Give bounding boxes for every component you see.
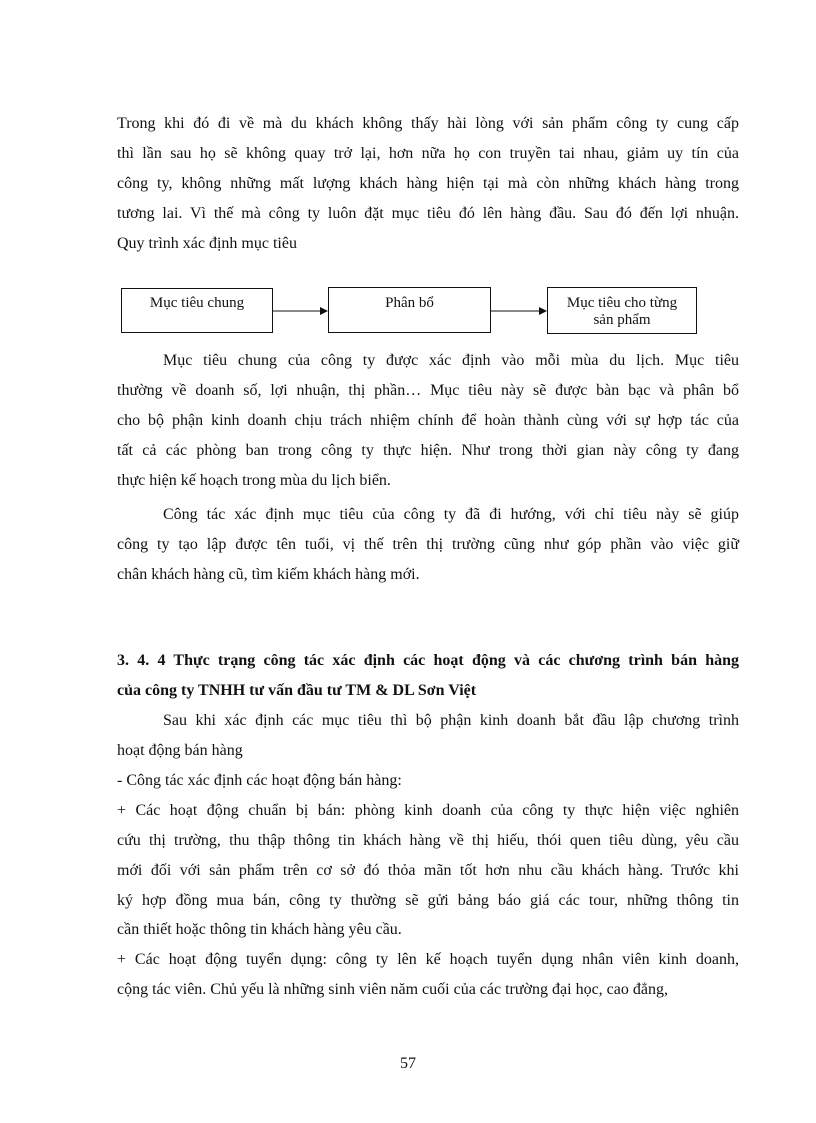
- text-line: hoạt động bán hàng: [117, 742, 243, 759]
- text-line: cần thiết hoặc thông tin khách hàng yêu cầu.: [117, 921, 402, 938]
- text-line: + Các hoạt động chuẩn bị bán: phòng kinh doanh của công ty thực hiện việc nghiên: [117, 802, 739, 819]
- text-line: tất cả các phòng ban trong công ty thực hiện. Như trong thời gian này công ty đang: [117, 442, 739, 459]
- diagram-box-allocation: [328, 287, 491, 333]
- text-line: ký hợp đồng mua bán, công ty thường sẽ gửi bảng báo giá các tour, những thông tin: [117, 892, 739, 909]
- text-line: công ty tạo lập được tên tuổi, vị thế trên thị trường cũng như góp phần vào việc giữ: [117, 536, 739, 553]
- text-line: thường về doanh số, lợi nhuận, thị phần… Mục tiêu này sẽ được bàn bạc và phân bổ: [117, 382, 739, 399]
- text-line: cứu thị trường, thu thập thông tin khách hàng về thị hiếu, thói quen tiêu dùng, yêu cầu: [117, 832, 739, 849]
- arrowhead-2: [539, 307, 547, 315]
- text-line: tương lai. Vì thế mà công ty luôn đặt mục tiêu đó lên hàng đầu. Sau đó đến lợi nhuận.: [117, 205, 739, 222]
- text-line: thực hiện kế hoạch trong mùa du lịch biển.: [117, 472, 391, 489]
- process-label: Quy trình xác định mục tiêu: [117, 235, 297, 252]
- diagram-box-label: Mục tiêu chung: [149, 295, 245, 311]
- text-line: cho bộ phận kinh doanh chịu trách nhiệm chính để hoàn thành cùng với sự hợp tác của: [117, 412, 739, 429]
- heading-line: 3. 4. 4 Thực trạng công tác xác định các hoạt động và các chương trình bán hàng: [117, 652, 739, 669]
- text-line: công ty, không những mất lượng khách hàng hiện tại mà còn những khách hàng trong: [117, 175, 739, 192]
- diagram-box-label: Phân bổ: [385, 295, 434, 311]
- arrowhead-1: [320, 307, 328, 315]
- text-line: thì lần sau họ sẽ không quay trở lại, hơn nữa họ con truyền tai nhau, giảm uy tín của: [117, 145, 739, 162]
- heading-line: của công ty TNHH tư vấn đầu tư TM & DL Sơn Việt: [117, 682, 477, 699]
- diagram-box-product-goal: [547, 287, 697, 334]
- diagram-box-general-goal: [121, 288, 273, 333]
- text-line: Trong khi đó đi về mà du khách không thấy hài lòng với sản phẩm công ty cung cấp: [117, 115, 739, 132]
- diagram-box-label: Mục tiêu cho từng: [566, 295, 678, 311]
- text-line: Sau khi xác định các mục tiêu thì bộ phận kinh doanh bắt đầu lập chương trình: [163, 712, 739, 729]
- text-line: Công tác xác định mục tiêu của công ty đã đi hướng, với chỉ tiêu này sẽ giúp: [163, 506, 739, 523]
- page-number: 57: [400, 1055, 416, 1072]
- text-line: mới đối với sản phẩm trên cơ sở đó thỏa mãn tốt hơn nhu cầu khách hàng. Trước khi: [117, 862, 739, 879]
- diagram-box-label: sản phẩm: [593, 312, 651, 328]
- bullet-sales-activities: - Công tác xác định các hoạt động bán hàng:: [117, 772, 402, 789]
- text-line: chân khách hàng cũ, tìm kiếm khách hàng mới.: [117, 566, 420, 583]
- text-line: cộng tác viên. Chủ yếu là những sinh viên năm cuối của các trường đại học, cao đẳng,: [117, 981, 668, 998]
- text-line: + Các hoạt động tuyển dụng: công ty lên kế hoạch tuyển dụng nhân viên kinh doanh,: [117, 951, 739, 968]
- text-line: Mục tiêu chung của công ty được xác định vào mỗi mùa du lịch. Mục tiêu: [163, 352, 739, 369]
